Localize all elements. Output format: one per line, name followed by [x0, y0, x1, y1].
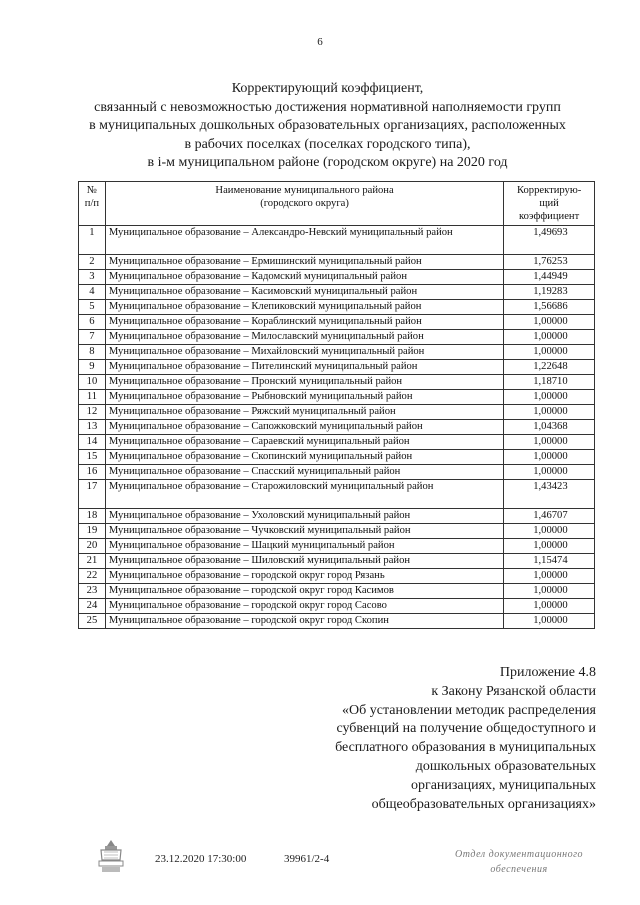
coefficient-value: 1,46707: [504, 509, 595, 524]
district-name: Муниципальное образование – Ермишинский муниципальный район: [105, 255, 503, 270]
title-line: Корректирующий коэффициент,: [231, 81, 424, 96]
table-body: [79, 226, 595, 629]
district-name: Муниципальное образование – Михайловский муниципальный район: [105, 345, 503, 360]
row-number: 17: [79, 480, 106, 509]
coefficient-value: 1,00000: [504, 539, 595, 554]
coefficient-value: 1,00000: [504, 524, 595, 539]
header-num: № п/п: [79, 182, 106, 226]
coefficient-table: [78, 181, 595, 629]
table-row: [79, 614, 595, 629]
footer-doc-number: 39961/2-4: [284, 853, 330, 865]
table-row: [79, 435, 595, 450]
table-row: [79, 569, 595, 584]
header-value: Корректирую- щий коэффициент: [504, 182, 595, 226]
table-row: [79, 390, 595, 405]
coefficient-value: 1,49693: [504, 226, 595, 255]
page-number: 6: [317, 36, 323, 48]
row-number: 2: [79, 255, 106, 270]
table-header-row: [79, 182, 595, 226]
row-number: 9: [79, 360, 106, 375]
coefficient-value: 1,00000: [504, 569, 595, 584]
stamp-line: Отдел документационного: [454, 849, 584, 860]
table-row: [79, 405, 595, 420]
appendix-line: общеобразовательных организациях»: [371, 796, 596, 812]
district-name: Муниципальное образование – Пронский муниципальный район: [105, 375, 503, 390]
district-name: Муниципальное образование – Кадомский муниципальный район: [105, 270, 503, 285]
coefficient-value: 1,00000: [504, 315, 595, 330]
row-number: 21: [79, 554, 106, 569]
coefficient-value: 1,18710: [504, 375, 595, 390]
department-stamp: [444, 847, 594, 877]
row-number: 23: [79, 584, 106, 599]
district-name: Муниципальное образование – Сапожковский муниципальный район: [105, 420, 503, 435]
coefficient-value: 1,76253: [504, 255, 595, 270]
district-name: Муниципальное образование – Ряжский муниципальный район: [105, 405, 503, 420]
title-line: в муниципальных дошкольных образовательных организациях, расположенных: [89, 118, 566, 134]
table-row: [79, 584, 595, 599]
coefficient-value: 1,15474: [504, 554, 595, 569]
coefficient-value: 1,00000: [504, 435, 595, 450]
row-number: 12: [79, 405, 106, 420]
table-row: [79, 509, 595, 524]
coefficient-value: 1,00000: [504, 599, 595, 614]
coefficient-value: 1,00000: [504, 450, 595, 465]
district-name: Муниципальное образование – Кораблинский муниципальный район: [105, 315, 503, 330]
row-number: 20: [79, 539, 106, 554]
table-row: [79, 330, 595, 345]
coefficient-value: 1,00000: [504, 614, 595, 629]
coefficient-value: 1,00000: [504, 345, 595, 360]
district-name: Муниципальное образование – Александро-Невский муниципальный район: [105, 226, 503, 255]
table-row: [79, 255, 595, 270]
row-number: 7: [79, 330, 106, 345]
row-number: 13: [79, 420, 106, 435]
row-number: 5: [79, 300, 106, 315]
district-name: Муниципальное образование – Ухоловский муниципальный район: [105, 509, 503, 524]
table-row: [79, 270, 595, 285]
row-number: 25: [79, 614, 106, 629]
table-row: [79, 285, 595, 300]
row-number: 14: [79, 435, 106, 450]
stamp-line: обеспечения: [490, 864, 548, 875]
district-name: Муниципальное образование – городской округ город Скопин: [105, 614, 503, 629]
row-number: 3: [79, 270, 106, 285]
table-row: [79, 226, 595, 255]
coefficient-value: 1,43423: [504, 480, 595, 509]
district-name: Муниципальное образование – Касимовский муниципальный район: [105, 285, 503, 300]
district-name: Муниципальное образование – Шиловский муниципальный район: [105, 554, 503, 569]
footer-date: 23.12.2020 17:30:00: [155, 853, 247, 865]
district-name: Муниципальное образование – городской округ город Касимов: [105, 584, 503, 599]
table-row: [79, 450, 595, 465]
district-name: Муниципальное образование – Сараевский муниципальный район: [105, 435, 503, 450]
row-number: 22: [79, 569, 106, 584]
table-row: [79, 300, 595, 315]
appendix-line: к Закону Рязанской области: [431, 683, 596, 699]
table-row: [79, 420, 595, 435]
district-name: Муниципальное образование – Клепиковский муниципальный район: [105, 300, 503, 315]
title-line: в рабочих поселках (поселках городского типа),: [184, 136, 471, 152]
row-number: 19: [79, 524, 106, 539]
table-row: [79, 315, 595, 330]
district-name: Муниципальное образование – Старожиловский муниципальный район: [105, 480, 503, 509]
district-name: Муниципальное образование – Рыбновский муниципальный район: [105, 390, 503, 405]
document-title: [60, 80, 595, 173]
title-line: связанный с невозможностью достижения нормативной наполняемости групп: [94, 99, 561, 115]
appendix-line: субвенций на получение общедоступного и: [336, 721, 596, 737]
row-number: 10: [79, 375, 106, 390]
table-row: [79, 465, 595, 480]
table-row: [79, 524, 595, 539]
table-row: [79, 480, 595, 509]
title-line: в i-м муниципальном районе (городском округе) на 2020 год: [147, 155, 508, 171]
emblem-icon: [96, 838, 126, 874]
coefficient-value: 1,22648: [504, 360, 595, 375]
row-number: 1: [79, 226, 106, 255]
appendix-line: Приложение 4.8: [499, 665, 596, 680]
appendix-line: организациях, муниципальных: [410, 777, 596, 793]
table-row: [79, 599, 595, 614]
header-name: Наименование муниципального района (городского округа): [105, 182, 503, 226]
coefficient-value: 1,00000: [504, 584, 595, 599]
table-row: [79, 554, 595, 569]
coefficient-value: 1,19283: [504, 285, 595, 300]
district-name: Муниципальное образование – городской округ город Сасово: [105, 599, 503, 614]
district-name: Муниципальное образование – городской округ город Рязань: [105, 569, 503, 584]
district-name: Муниципальное образование – Спасский муниципальный район: [105, 465, 503, 480]
row-number: 8: [79, 345, 106, 360]
coefficient-value: 1,00000: [504, 465, 595, 480]
table-row: [79, 360, 595, 375]
row-number: 18: [79, 509, 106, 524]
table-row: [79, 539, 595, 554]
district-name: Муниципальное образование – Милославский муниципальный район: [105, 330, 503, 345]
district-name: Муниципальное образование – Чучковский муниципальный район: [105, 524, 503, 539]
appendix-line: «Об установлении методик распределения: [342, 702, 596, 718]
coefficient-value: 1,56686: [504, 300, 595, 315]
row-number: 15: [79, 450, 106, 465]
coefficient-value: 1,00000: [504, 390, 595, 405]
coefficient-value: 1,00000: [504, 330, 595, 345]
appendix-line: дошкольных образовательных: [415, 758, 596, 774]
district-name: Муниципальное образование – Пителинский муниципальный район: [105, 360, 503, 375]
coefficient-value: 1,44949: [504, 270, 595, 285]
row-number: 4: [79, 285, 106, 300]
row-number: 6: [79, 315, 106, 330]
coefficient-value: 1,00000: [504, 405, 595, 420]
district-name: Муниципальное образование – Шацкий муниципальный район: [105, 539, 503, 554]
row-number: 16: [79, 465, 106, 480]
appendix-line: бесплатного образования в муниципальных: [335, 740, 596, 756]
table-row: [79, 375, 595, 390]
table-row: [79, 345, 595, 360]
row-number: 11: [79, 390, 106, 405]
row-number: 24: [79, 599, 106, 614]
coefficient-value: 1,04368: [504, 420, 595, 435]
district-name: Муниципальное образование – Скопинский муниципальный район: [105, 450, 503, 465]
appendix-note: [276, 664, 596, 814]
